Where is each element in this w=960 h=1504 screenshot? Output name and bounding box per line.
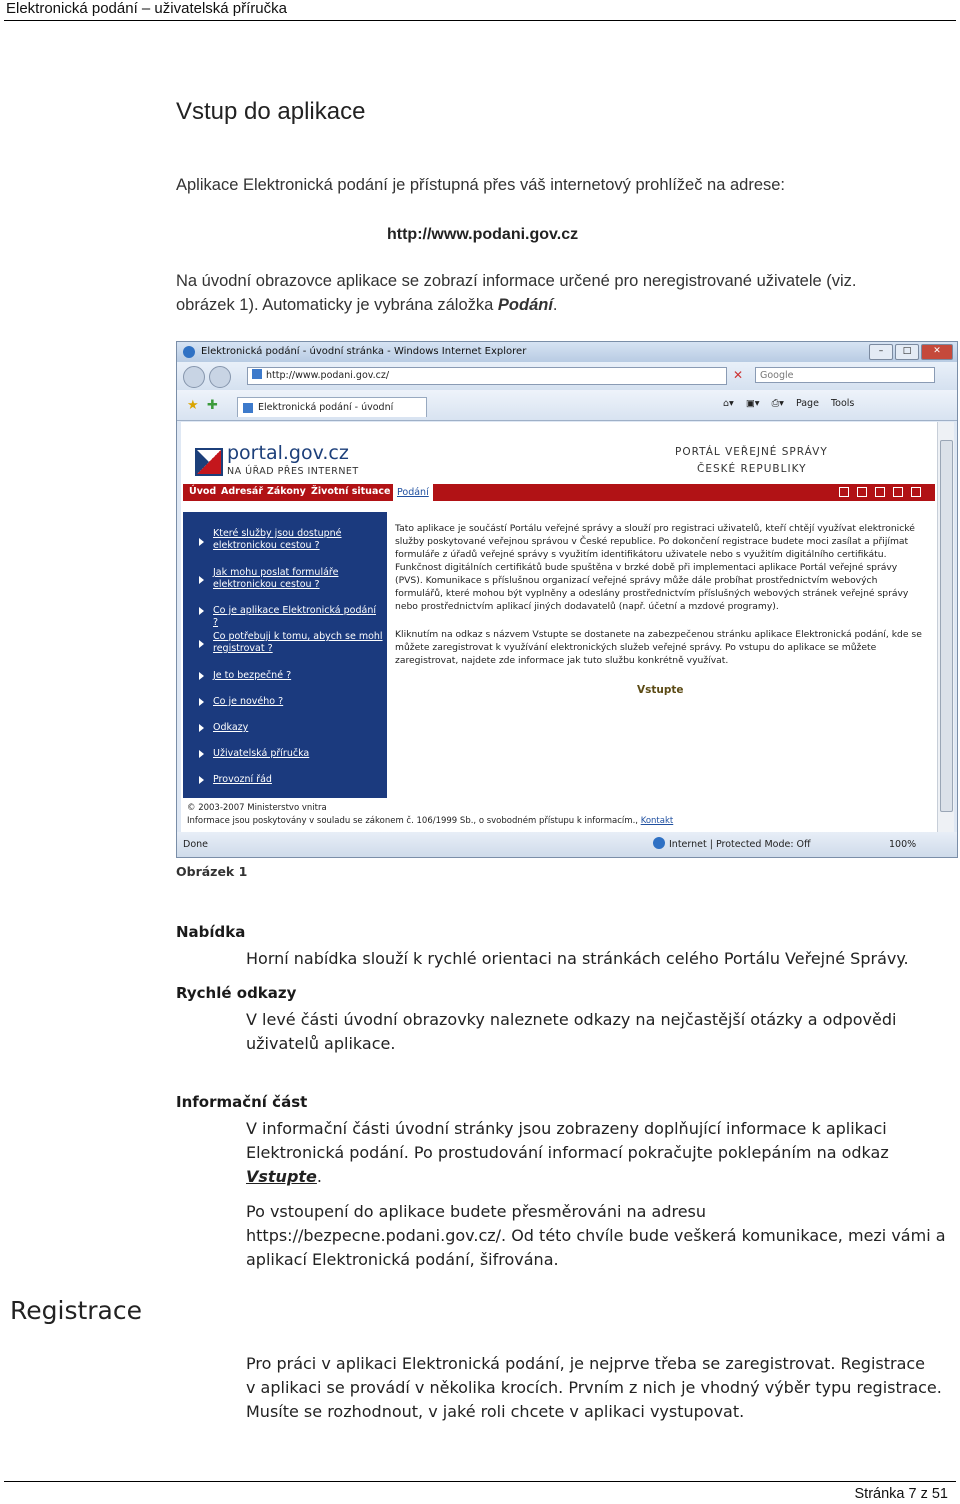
window-controls	[869, 344, 953, 360]
status-done: Done	[183, 839, 208, 850]
add-favorites-icon[interactable]: ✚	[207, 398, 218, 413]
arrow-icon	[199, 724, 204, 732]
ie-icon	[183, 346, 195, 358]
arrow-icon	[199, 607, 204, 615]
vertical-scrollbar[interactable]	[937, 422, 954, 832]
arrow-icon	[199, 750, 204, 758]
portal-logo-icon	[195, 448, 223, 476]
status-bar	[177, 832, 957, 857]
stop-icon[interactable]: ✕	[733, 368, 744, 382]
link-sluzby[interactable]: Které služby jsou dostupné elektronickou cestou ?	[213, 528, 342, 551]
arrow-icon	[199, 576, 204, 584]
registrace-line1: Pro práci v aplikaci Elektronická podání, je nejprve třeba se zaregistrovat. Registrace	[246, 1354, 926, 1373]
close-icon[interactable]: ✕	[921, 344, 953, 360]
page-title: Vstup do aplikace	[176, 98, 366, 125]
document-header: Elektronická podání – uživatelská příručka	[6, 0, 287, 17]
portal-title-line2: ČESKÉ REPUBLIKY	[697, 463, 807, 475]
link-formulare[interactable]: Jak mohu poslat formuláře elektronickou cestou ?	[213, 567, 339, 590]
header-divider	[4, 20, 956, 21]
registrace-line3: Musíte se rozhodnout, v jaké roli chcete v aplikaci vystupovat.	[246, 1402, 745, 1421]
info-para2: Kliknutím na odkaz s názvem Vstupte se dostanete na zabezpečenou stránku aplikace Elektronická podání, kde se můžete zaregistrovat k využívání elektronických služeb veřejné správy. Po vstupu do aplikace se můžete zaregistrovat, najdete zde informace jak tuto službu konkrétně využívat.	[395, 629, 922, 666]
figure-caption: Obrázek 1	[176, 864, 248, 879]
copyright	[187, 802, 673, 828]
section-nabidka-heading: Nabídka	[176, 923, 246, 941]
section-info-p2-line2: https://bezpecne.podani.gov.cz/. Od této chvíle bude veškerá komunikace, mezi vámi a	[246, 1226, 946, 1245]
portal-url: http://www.podani.gov.cz	[387, 226, 579, 243]
arrow-icon	[199, 538, 204, 546]
link-prirucka[interactable]: Uživatelská příručka	[213, 748, 310, 759]
copyright-line1: © 2003-2007 Ministerstvo vnitra	[187, 803, 327, 813]
section-info-heading: Informační část	[176, 1093, 308, 1111]
info-period: .	[316, 1167, 322, 1186]
quick-links-panel	[183, 512, 387, 798]
search-input[interactable]: Google	[755, 367, 935, 383]
page-number: Stránka 7 z 51	[854, 1486, 948, 1502]
browser-screenshot	[176, 341, 958, 858]
portal-logo[interactable]: portal.gov.cz	[227, 442, 349, 464]
tab-bar	[177, 390, 957, 421]
menu-adresar[interactable]: Adresář	[221, 486, 264, 497]
section-nabidka-text: Horní nabídka slouží k rychlé orientaci na stránkách celého Portálu Veřejné Správy.	[246, 949, 909, 968]
arrow-icon	[199, 672, 204, 680]
sitemap-icon[interactable]	[893, 487, 903, 497]
section-info-p2-line1: Po vstoupení do aplikace budete přesměrováni na adresu	[246, 1202, 707, 1221]
search-icon[interactable]	[839, 487, 849, 497]
feeds-icon[interactable]: ▣▾	[745, 398, 760, 409]
menu-zakony[interactable]: Zákony	[267, 486, 306, 497]
link-odkazy[interactable]: Odkazy	[213, 722, 249, 733]
minimize-icon[interactable]: –	[869, 344, 893, 360]
link-provozni-rad[interactable]: Provozní řád	[213, 774, 272, 785]
para1-line2	[176, 296, 558, 315]
section-rychle-heading: Rychlé odkazy	[176, 984, 297, 1002]
mail-icon[interactable]	[875, 487, 885, 497]
favorites-star-icon[interactable]: ★	[187, 398, 199, 413]
portal-title-line1: PORTÁL VEŘEJNÉ SPRÁVY	[675, 446, 828, 458]
page-menu[interactable]: Page	[795, 398, 819, 409]
para1-end: .	[552, 296, 558, 314]
link-bezpecne[interactable]: Je to bezpečné ?	[213, 670, 292, 681]
back-icon[interactable]	[183, 366, 205, 388]
vstupte-link[interactable]: Vstupte	[637, 684, 684, 696]
print-icon[interactable]: ⎙▾	[771, 398, 784, 409]
zoom-level[interactable]: 100%	[889, 839, 917, 850]
podani-emphasis: Podání	[497, 296, 553, 314]
forward-icon[interactable]	[209, 366, 231, 388]
menu-zivotni-situace[interactable]: Životní situace	[311, 486, 391, 497]
maximize-icon[interactable]: □	[895, 344, 919, 360]
copyright-line2: Informace jsou poskytovány v souladu se zákonem č. 106/1999 Sb., o svobodném přístupu k informacím.,	[187, 816, 638, 826]
scroll-thumb[interactable]	[940, 440, 953, 812]
address-value: http://www.podani.gov.cz/	[266, 370, 390, 381]
portal-title	[675, 444, 828, 478]
portal-logo-sub: NA ÚŘAD PŘES INTERNET	[227, 466, 359, 477]
section-info-line1: V informační části úvodní stránky jsou zobrazeny doplňující informace k aplikaci	[246, 1119, 887, 1138]
link-nove[interactable]: Co je nového ?	[213, 696, 284, 707]
browser-viewport	[181, 422, 937, 832]
command-bar	[723, 398, 854, 409]
arrow-icon	[199, 640, 204, 648]
vstupte-ref: Vstupte	[246, 1167, 317, 1186]
window-title: Elektronická podání - úvodní stránka - Windows Internet Explorer	[201, 346, 527, 357]
status-zone: Internet | Protected Mode: Off	[669, 839, 811, 850]
contact-link[interactable]: Kontakt	[640, 816, 674, 826]
section-info-line2: Elektronická podání. Po prostudování informací pokračujte poklepáním na odkaz	[246, 1143, 889, 1162]
menu-podani[interactable]: Podání	[393, 484, 433, 501]
page-icon	[252, 369, 262, 379]
section-rychle-line2: uživatelů aplikace.	[246, 1034, 396, 1053]
home-icon[interactable]: ⌂▾	[723, 398, 734, 409]
menu-uvod[interactable]: Úvod	[189, 486, 217, 497]
help-icon[interactable]	[857, 487, 867, 497]
section-info-line3	[246, 1165, 322, 1189]
portal-menu-bar	[183, 484, 935, 501]
window-titlebar	[177, 342, 957, 362]
print-page-icon[interactable]	[911, 487, 921, 497]
address-field[interactable]	[247, 367, 727, 385]
footer-divider	[4, 1481, 956, 1482]
browser-tab[interactable]: Elektronická podání - úvodní	[237, 397, 427, 417]
registrace-heading: Registrace	[10, 1296, 142, 1325]
section-rychle-line1: V levé části úvodní obrazovky naleznete odkazy na nejčastější otázky a odpovědi	[246, 1010, 897, 1029]
link-registrace[interactable]: Co potřebuji k tomu, abych se mohl registrovat ?	[213, 631, 383, 654]
globe-icon	[653, 837, 665, 849]
link-co-je-aplikace[interactable]: Co je aplikace Elektronická podání ?	[213, 605, 376, 628]
intro-text: Aplikace Elektronická podání je přístupná přes váš internetový prohlížeč na adrese:	[176, 176, 786, 194]
arrow-icon	[199, 776, 204, 784]
tools-menu[interactable]: Tools	[830, 398, 855, 409]
info-para1: Tato aplikace je součástí Portálu veřejné správy a slouží pro registraci uživatelů, kteří chtějí využívat elektronické služby poskytované veřejnou správou v České republice. Po dokončení registrace budete moci zasílat a přijímat formuláře z úřadů veřejné správy s využitím identifikátoru uživatele nebo s využitím digitálního certifikátu. Funkčnost digitálních certifikátů bude spuštěna v brzké době při implementaci aplikace Portál veřejné správy (PVS). Komunikace s příslušnou organizací veřejné správy může dále probíhat prostřednictvím webových formulářů, které mohou být vyplněny a odeslány prostřednictvím příslušných webových stránek veřejné správy nebo prostřednictvím aplikací jiných dodavatelů (např. účetní a mzdové programy).	[395, 523, 915, 612]
para1-text: obrázek 1). Automaticky je vybrána záložka	[176, 296, 498, 314]
address-bar-row	[177, 362, 957, 390]
section-info-p2-line3: aplikací Elektronická podání, šifrována.	[246, 1250, 559, 1269]
registrace-line2: v aplikaci se provádí v několika krocích. Prvním z nich je vhodný výběr typu registrace.	[246, 1378, 942, 1397]
arrow-icon	[199, 698, 204, 706]
para1-line1: Na úvodní obrazovce aplikace se zobrazí informace určené pro neregistrované uživatele (viz.	[176, 272, 857, 290]
